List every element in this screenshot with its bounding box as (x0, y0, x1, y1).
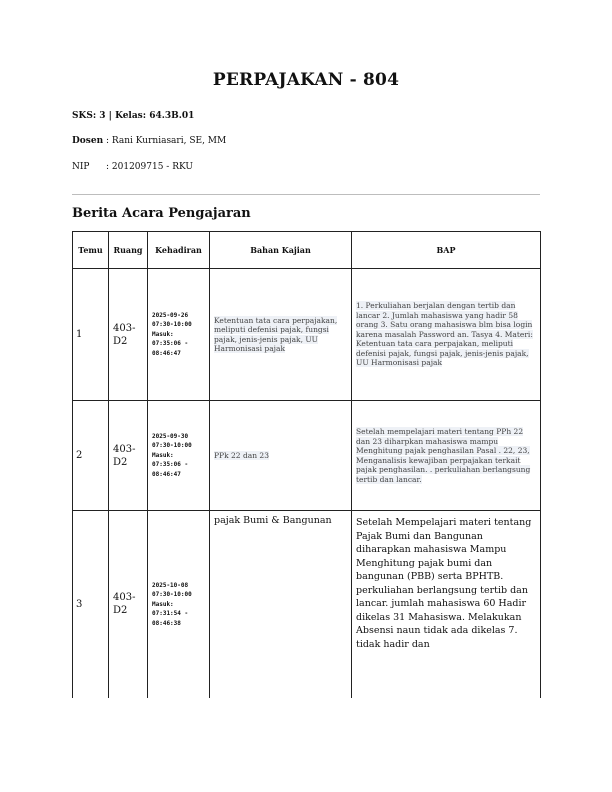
cell-bap (352, 401, 541, 511)
header-bahan-kajian: Bahan Kajian (210, 232, 352, 269)
attendance-out: 08:46:38 (152, 619, 181, 627)
course-sks-class (72, 111, 194, 121)
course-nip (72, 162, 193, 172)
cell-bahan-kajian (210, 401, 352, 511)
cell-temu: 3 (73, 511, 109, 698)
table-row (73, 269, 541, 401)
sks-line: SKS: 3 | Kelas: 64.3B.01 (72, 111, 195, 121)
cell-bap: Setelah Mempelajari materi tentang Pajak Bumi dan Bangunan diharapkan mahasiswa Mampu Menghitung pajak bumi dan bangunan (PBB) serta BPHTB. perkuliahan berlangsung tertib dan lancar. jumlah mahasiswa 60 Hadir dikelas 31 Mahasiswa. Melakukan Absensi naun tidak ada dikelas 7. tidak hadir dan (352, 511, 541, 698)
nip-value: : 201209715 - RKU (106, 162, 193, 172)
attendance-time: 07:30-10:00 (152, 321, 192, 329)
divider (72, 194, 540, 195)
header-temu: Temu (73, 232, 109, 269)
course-lecturer (72, 136, 226, 146)
table-header-row (73, 232, 541, 269)
attendance-time: 07:30-10:00 (152, 442, 192, 450)
page-title: PERPAJAKAN - 804 (212, 70, 400, 90)
section-title: Berita Acara Pengajaran (72, 206, 251, 221)
nip-label: NIP (72, 162, 90, 172)
cell-bap (352, 269, 541, 401)
dosen-value: : Rani Kurniasari, SE, MM (106, 136, 227, 146)
header-ruang: Ruang (109, 232, 148, 269)
attendance-in: 07:31:54 - (152, 610, 189, 617)
cell-kehadiran (148, 511, 210, 698)
attendance-label: Masuk: (152, 330, 174, 338)
attendance-time: 07:30-10:00 (152, 591, 192, 598)
attendance-out: 08:46:47 (152, 470, 181, 478)
cell-temu: 2 (73, 401, 109, 511)
cell-ruang: 403-D2 (109, 401, 148, 511)
attendance-label: Masuk: (152, 451, 174, 459)
bahan-text: Ketentuan tata cara perpajakan, meliputi defenisi pajak, fungsi pajak, jenis-jenis pajak, UU Harmonisasi pajak (214, 315, 338, 353)
dosen-label: Dosen (72, 136, 104, 146)
cell-ruang: 403-D2 (109, 269, 148, 401)
attendance-date: 2025-10-08 (152, 581, 189, 589)
table-row (73, 511, 541, 698)
cell-temu: 1 (73, 269, 109, 401)
cell-ruang: 403-D2 (109, 511, 148, 698)
attendance-date: 2025-09-26 (152, 311, 189, 319)
bap-text: Setelah mempelajari materi tentang PPh 22 dan 23 diharpkan mahasiswa mampu Menghitung pajak penghasilan Pasal . 22, 23, Menganalisis kewajiban perpajakan terkait pajak penghasilan. . perkuliahan berlangsung tertib dan lancar. (356, 427, 531, 484)
attendance-in: 07:35:06 - (152, 340, 189, 348)
cell-bahan-kajian: pajak Bumi & Bangunan (210, 511, 352, 698)
cell-bahan-kajian (210, 269, 352, 401)
cell-kehadiran (148, 401, 210, 511)
attendance-in: 07:35:06 - (152, 461, 189, 469)
table-row (73, 401, 541, 511)
attendance-date: 2025-09-30 (152, 432, 189, 440)
header-bap: BAP (352, 232, 541, 269)
header-kehadiran: Kehadiran (148, 232, 210, 269)
cell-kehadiran (148, 269, 210, 401)
bahan-text: PPk 22 dan 23 (214, 450, 269, 460)
attendance-out: 08:46:47 (152, 349, 181, 357)
attendance-label: Masuk: (152, 600, 174, 608)
teaching-record-table (72, 231, 541, 698)
bap-text: 1. Perkuliahan berjalan dengan tertib dan lancar 2. Jumlah mahasiswa yang hadir 58 orang 3. Satu orang mahasiswa blm bisa login karena masalah Password an. Tasya 4. Materi: Ketentuan tata cara perpajakan, meliputi defenisi pajak, fungsi pajak, jenis-jenis pajak, UU Harmonisasi pajak (356, 301, 533, 368)
